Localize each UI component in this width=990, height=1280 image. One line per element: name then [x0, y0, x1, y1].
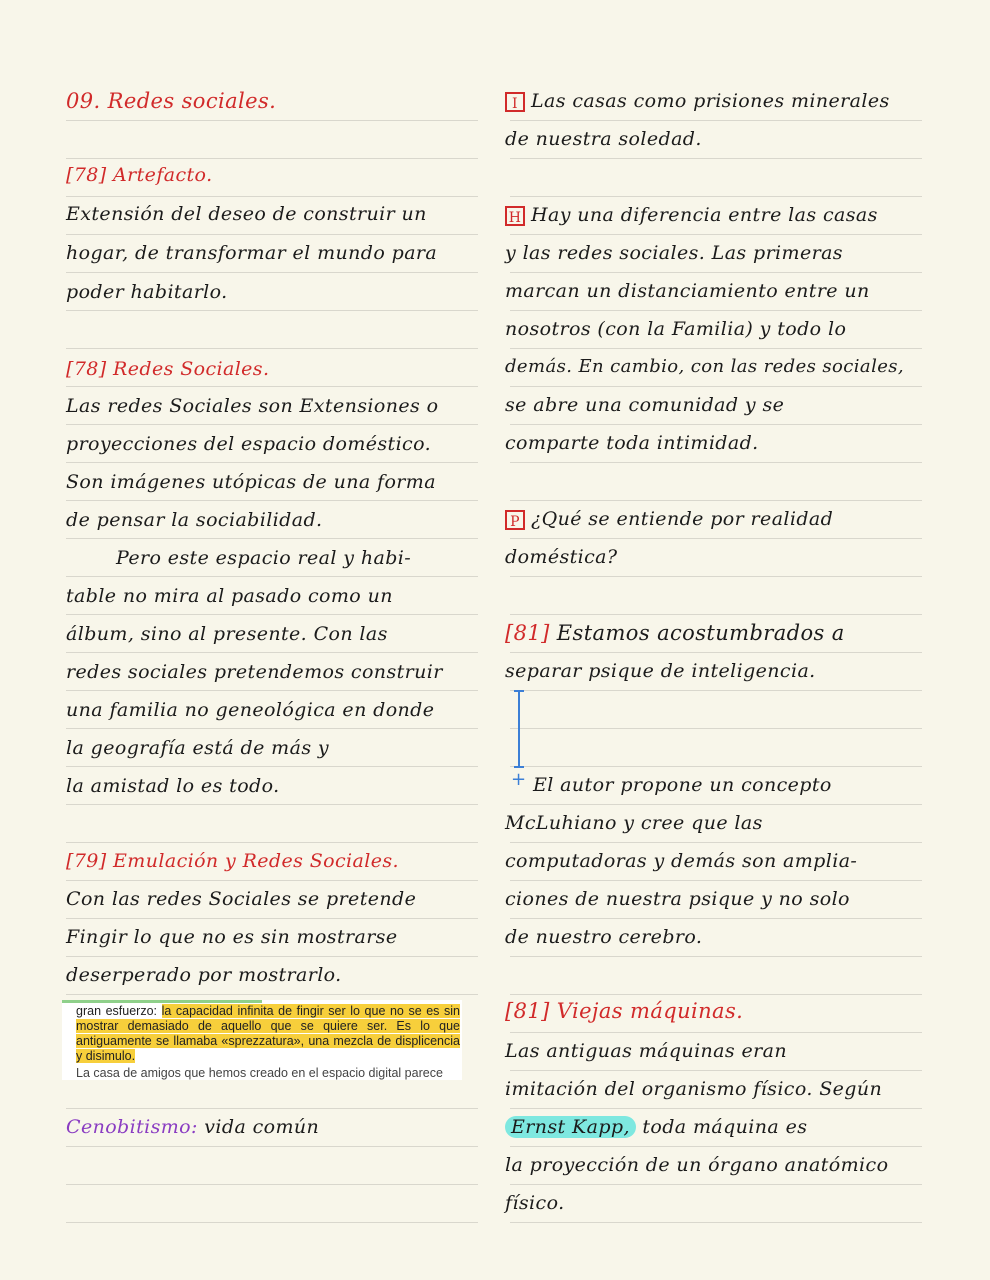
text-line: Hay una diferencia entre las casas — [531, 204, 878, 226]
ruled-line — [66, 614, 478, 615]
text-line: la geografía está de más y — [66, 737, 330, 759]
question-marker-icon: P — [505, 510, 525, 530]
text-fragment: toda máquina es — [635, 1116, 808, 1138]
ruled-line — [66, 196, 478, 197]
text-line: deserperado por mostrarlo. — [66, 964, 342, 986]
text-line: hogar, de transformar el mundo para — [66, 242, 438, 264]
ruled-line — [510, 462, 922, 463]
ruled-line — [510, 728, 922, 729]
bracket-mark — [518, 690, 520, 768]
ruled-line — [66, 424, 478, 425]
section-title-redes-sociales: [78] Redes Sociales. — [66, 358, 270, 380]
idea-line — [505, 86, 890, 116]
pasted-book-excerpt — [62, 1000, 462, 1080]
text-line: redes sociales pretendemos construir — [66, 661, 443, 683]
section-title-viejas-maquinas: [81] Viejas máquinas. — [505, 999, 744, 1023]
ruled-line — [510, 538, 922, 539]
section-title-artefacto: [78] Artefacto. — [66, 164, 213, 186]
ruled-line — [66, 766, 478, 767]
ruled-line — [66, 880, 478, 881]
text-line: de nuestro cerebro. — [505, 926, 703, 948]
idea-line — [505, 504, 833, 534]
idea-line — [505, 200, 878, 230]
ruled-line — [510, 918, 922, 919]
ruled-line — [510, 424, 922, 425]
section-ref: [81] — [505, 621, 550, 645]
ruled-line — [510, 1032, 922, 1033]
text-line: El autor propone un concepto — [533, 774, 832, 796]
text-line: proyecciones del espacio doméstico. — [66, 433, 432, 455]
text-line: la amistad lo es todo. — [66, 775, 280, 797]
ruled-line — [510, 500, 922, 501]
ruled-line — [510, 766, 922, 767]
text-line: de pensar la sociabilidad. — [66, 509, 323, 531]
ruled-line — [66, 994, 478, 995]
text-line: marcan un distanciamiento entre un — [505, 280, 870, 302]
text-line: nosotros (con la Familia) y todo lo — [505, 318, 847, 340]
excerpt-highlight: la capacidad infinita de fingir ser lo que no se es sin mostrar demasiado de aquello que se quiere ser. Es lo que antiguamente se llamaba «sprezzatura», una mezcla de displicencia y disimulo. — [76, 1004, 460, 1063]
highlight-marker-icon: H — [505, 206, 525, 226]
ruled-line — [510, 576, 922, 577]
note-text: vida común — [204, 1116, 320, 1138]
ruled-line — [510, 348, 922, 349]
plus-mark-icon: + — [511, 769, 527, 790]
ruled-line — [510, 652, 922, 653]
ruled-line — [510, 386, 922, 387]
highlighted-name: Ernst Kapp, — [505, 1116, 636, 1138]
ruled-line — [66, 538, 478, 539]
text-line: demás. En cambio, con las redes sociales, — [505, 356, 905, 377]
text-line: doméstica? — [505, 546, 618, 568]
ruled-line — [66, 500, 478, 501]
text-line — [505, 1112, 807, 1142]
ruled-line — [66, 576, 478, 577]
idea-marker-icon: I — [505, 92, 525, 112]
excerpt-paragraph — [76, 1004, 462, 1064]
ruled-line — [66, 462, 478, 463]
right-column — [495, 0, 990, 1280]
excerpt-next-line: La casa de amigos que hemos creado en el espacio digital parece — [76, 1066, 443, 1080]
ruled-line — [510, 614, 922, 615]
ruled-line — [510, 234, 922, 235]
ruled-line — [510, 1070, 922, 1071]
section-title-81a — [505, 618, 845, 648]
ruled-line — [66, 120, 478, 121]
note-label: Cenobitismo: — [66, 1116, 198, 1138]
ruled-line — [510, 994, 922, 995]
ruled-line — [510, 880, 922, 881]
text-line: table no mira al pasado como un — [66, 585, 393, 607]
section-title-emulacion: [79] Emulación y Redes Sociales. — [66, 850, 399, 872]
ruled-line — [66, 348, 478, 349]
ruled-line — [510, 690, 922, 691]
text-line: físico. — [505, 1192, 565, 1214]
ruled-line — [66, 272, 478, 273]
ruled-line — [510, 842, 922, 843]
text-line: una familia no geneológica en donde — [66, 699, 435, 721]
text-line: poder habitarlo. — [66, 281, 228, 303]
ruled-line — [510, 1146, 922, 1147]
ruled-line — [66, 842, 478, 843]
text-line: computadoras y demás son amplia- — [505, 850, 858, 872]
text-line: Las antiguas máquinas eran — [505, 1040, 787, 1062]
ruled-line — [66, 234, 478, 235]
ruled-line — [66, 1108, 478, 1109]
excerpt-lead: gran esfuerzo: — [76, 1004, 162, 1018]
text-line: comparte toda intimidad. — [505, 432, 759, 454]
excerpt-top-bar — [62, 1000, 262, 1003]
ruled-line — [66, 310, 478, 311]
text-line: imitación del organismo físico. Según — [505, 1078, 883, 1100]
text-line: Pero este espacio real y habi- — [116, 547, 412, 569]
ruled-line — [510, 310, 922, 311]
ruled-line — [66, 918, 478, 919]
text-line: se abre una comunidad y se — [505, 394, 785, 416]
ruled-line — [66, 386, 478, 387]
text-line: Las casas como prisiones minerales — [531, 90, 890, 112]
ruled-line — [510, 804, 922, 805]
text-line: Las redes Sociales son Extensiones o — [66, 395, 439, 417]
ruled-line — [66, 1146, 478, 1147]
ruled-line — [510, 1222, 922, 1223]
ruled-line — [510, 120, 922, 121]
ruled-line — [66, 1222, 478, 1223]
ruled-line — [66, 804, 478, 805]
ruled-line — [510, 196, 922, 197]
ruled-line — [510, 272, 922, 273]
ruled-line — [66, 956, 478, 957]
section-title-text: Estamos acostumbrados a — [556, 621, 845, 645]
text-line: la proyección de un órgano anatómico — [505, 1154, 889, 1176]
text-line: de nuestra soledad. — [505, 128, 702, 150]
text-line: separar psique de inteligencia. — [505, 660, 816, 682]
ruled-line — [510, 158, 922, 159]
text-line: álbum, sino al presente. Con las — [66, 623, 388, 645]
text-line: Fingir lo que no es sin mostrarse — [66, 926, 398, 948]
text-line: y las redes sociales. Las primeras — [505, 242, 843, 264]
ruled-line — [66, 1184, 478, 1185]
ruled-line — [510, 1184, 922, 1185]
text-line: ciones de nuestra psique y no solo — [505, 888, 850, 910]
text-line: Son imágenes utópicas de una forma — [66, 471, 436, 493]
page-heading: 09. Redes sociales. — [66, 89, 277, 113]
ruled-line — [66, 158, 478, 159]
ruled-line — [66, 652, 478, 653]
ruled-line — [510, 1108, 922, 1109]
ruled-line — [510, 956, 922, 957]
ruled-line — [66, 690, 478, 691]
text-line: McLuhiano y cree que las — [505, 812, 763, 834]
ruled-line — [66, 728, 478, 729]
note-line — [66, 1112, 319, 1142]
text-line: Extensión del deseo de construir un — [66, 203, 427, 225]
text-line: Con las redes Sociales se pretende — [66, 888, 417, 910]
text-line: ¿Qué se entiende por realidad — [531, 508, 834, 530]
